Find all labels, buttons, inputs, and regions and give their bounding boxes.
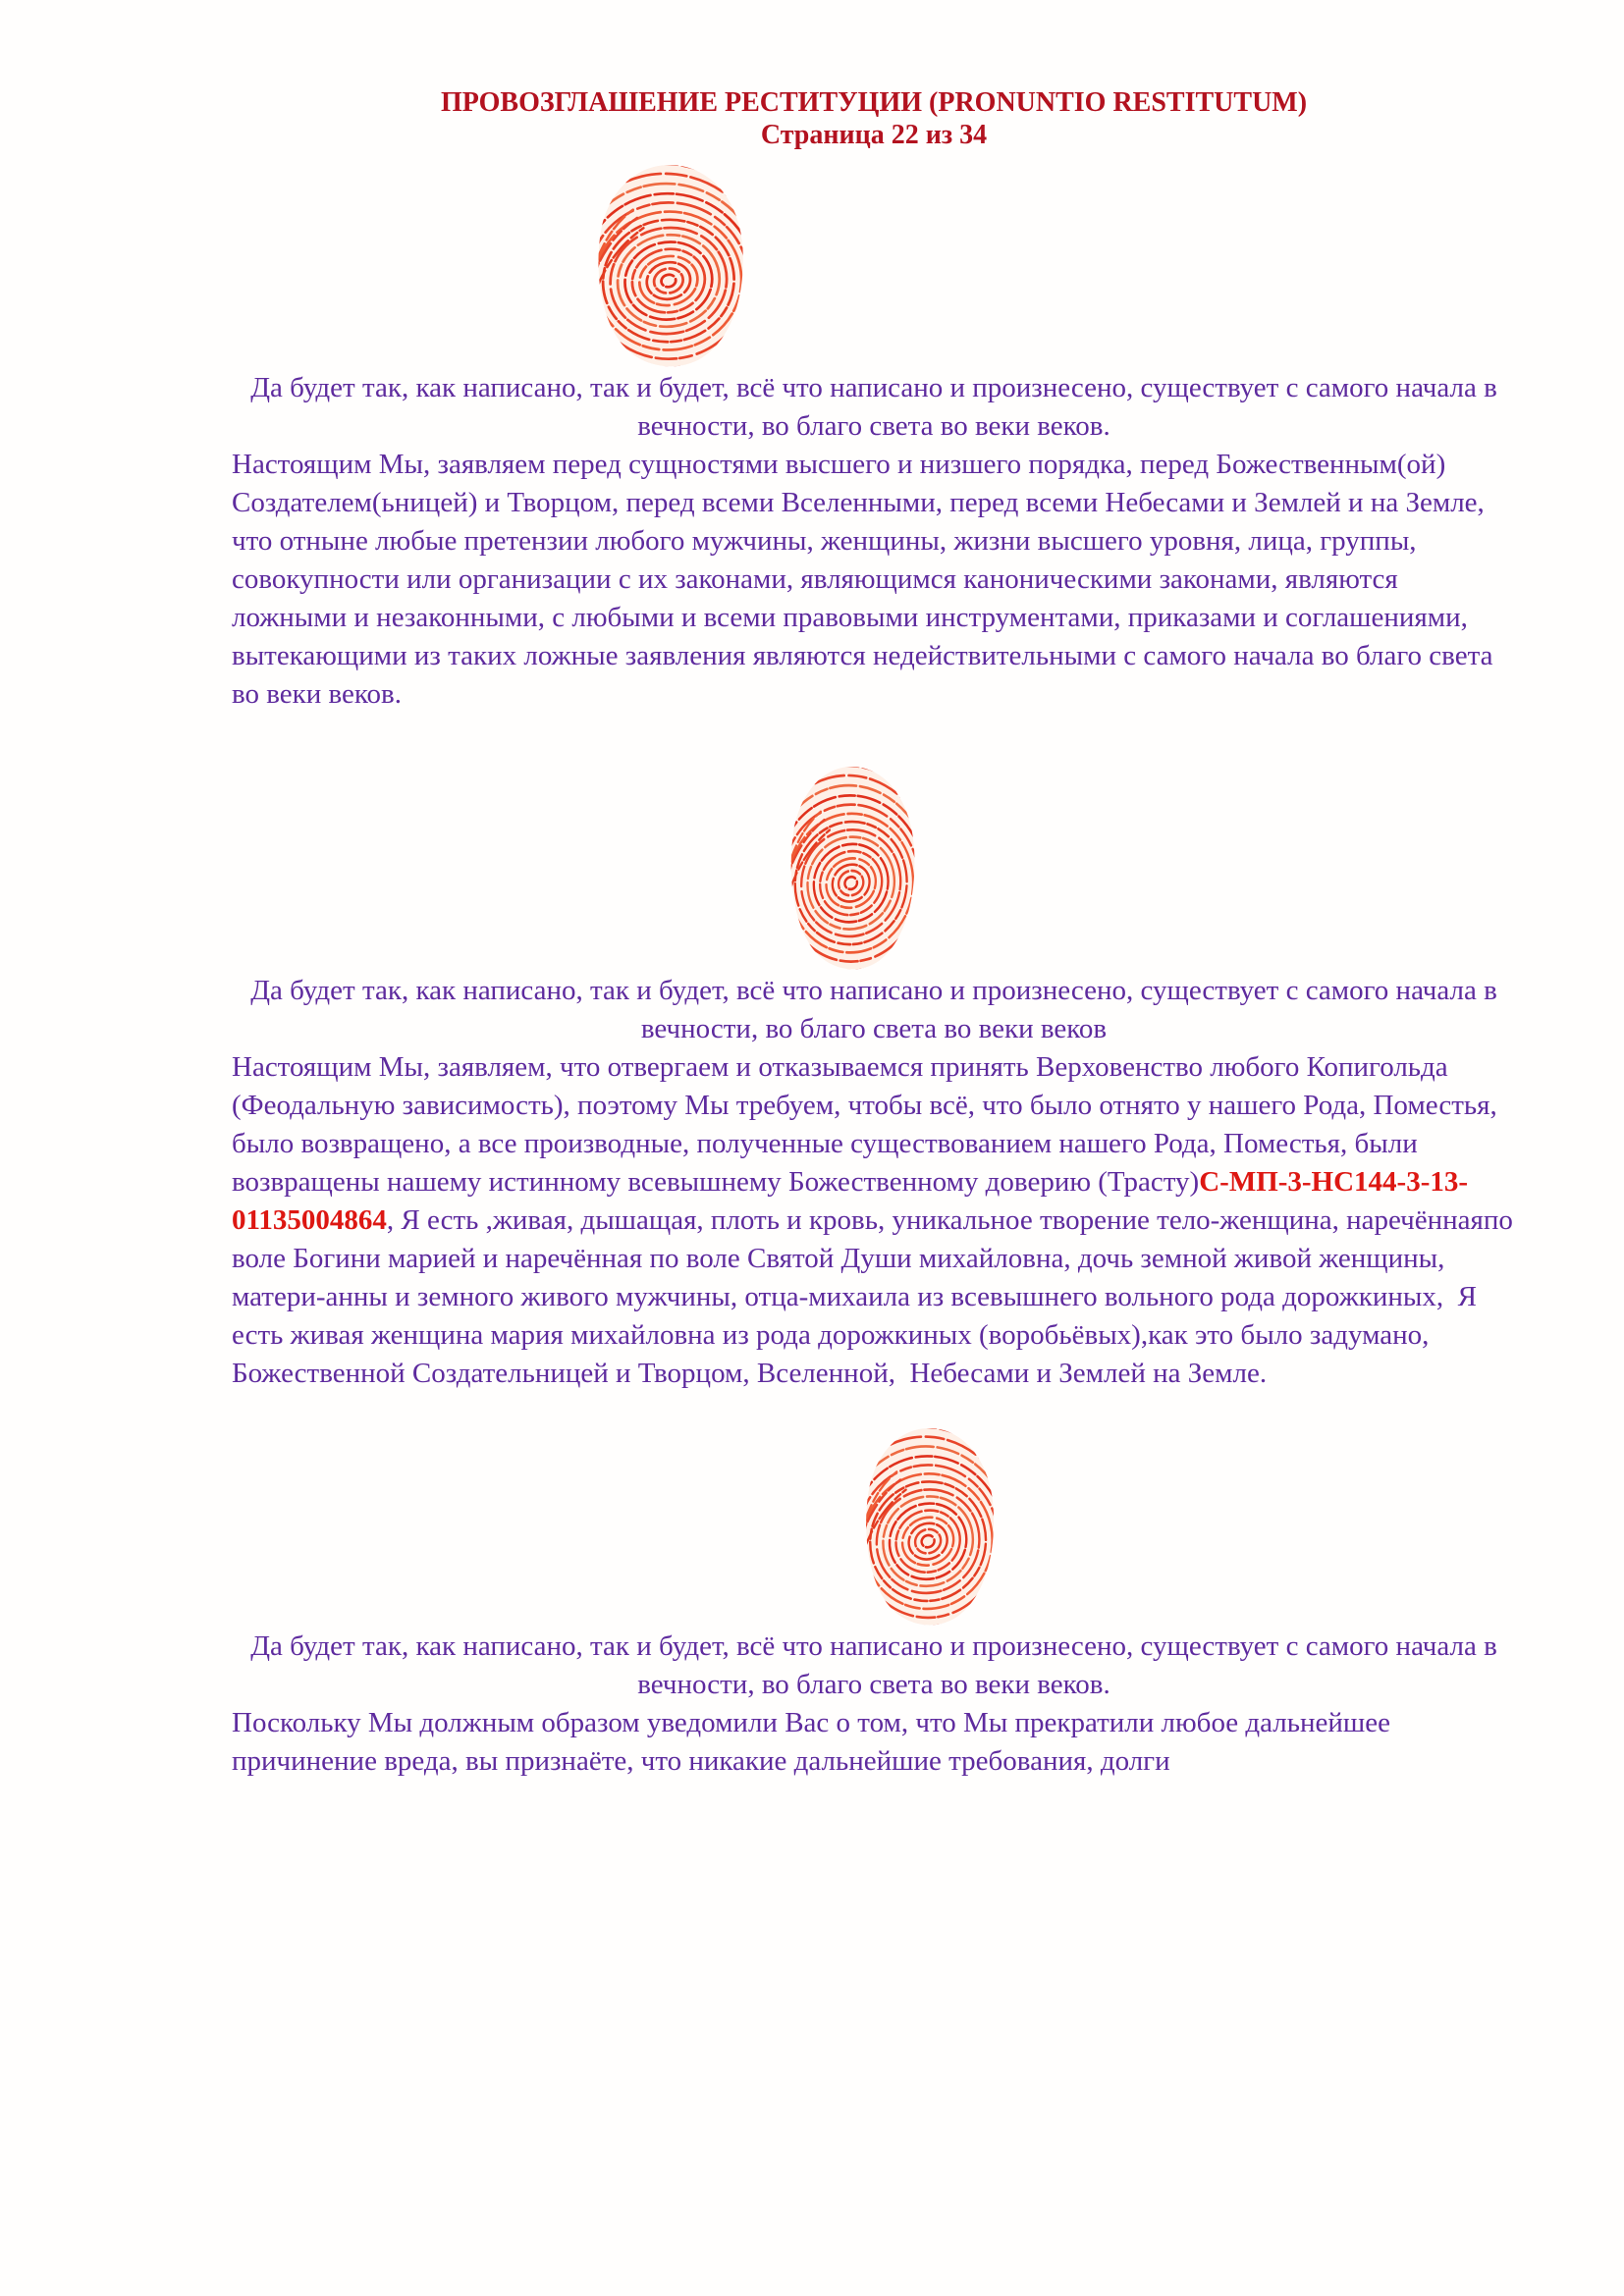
fingerprint-image (782, 763, 1516, 972)
trust-number: С-МП-3-НС144-3-13-01135004864 (232, 1166, 1469, 1236)
declaration-claims-paragraph: Настоящим Мы, заявляем перед сущностями высшего и низшего порядка, перед Божественным(ой) Создателем(ьницей) и Творцом, перед всеми Вселенными, перед всеми Небесами и Землей и на Земле, что отныне любые претензии любого мужчины, женщины, жизни высшего уровня, лица, группы, совокупности или организации с их законами, являющимся каноническими законами, являются ложными и незаконными, с любыми и всеми правовыми инструментами, приказами и соглашениями, вытекающими из таких ложные заявления являются недействительными с самого начала во благо света во веки веков. (232, 449, 1500, 710)
affirmation-paragraph-3: Да будет так, как написано, так и будет, всё что написано и произнесено, существует с самого начала в вечности, во благо света во веки веков. (250, 1630, 1505, 1700)
fingerprint-icon (587, 161, 754, 369)
fingerprint-icon (856, 1424, 1003, 1628)
page-number-indicator: Страница 22 из 34 (760, 120, 988, 150)
copyhold-text-before: Настоящим Мы, заявляем, что отвергаем и отказываемся принять Верховенство любого Копигольда (Феодальную зависимость), поэтому Мы требуем, чтобы всё, что было отнято у нашего Рода, Поместья, было возвращено, а все производные, полученные существованием нашего Рода, Поместья, были возвращены нашему истинному всевышнему Божественному доверию (Трасту) (232, 1051, 1504, 1198)
copyhold-text-after: , Я есть ,живая, дышащая, плоть и кровь, уникальное творение тело-женщина, наречённаяпо воле Богини марией и наречённая по воле Святой Души михайловна, дочь земной живой женщины, матери-анны и земного живого мужчины, отца-михаила из всевышнего вольного рода дорожкиных, Я есть живая женщина мария михайловна из рода дорожкиных (воробьёвых),как это было задумано, Божественной Создательницей и Творцом, Вселенной, Небесами и Землей на Земле. (232, 1204, 1521, 1389)
fingerprint-image (587, 161, 1516, 369)
fingerprint-icon (782, 763, 924, 972)
copyhold-rejection-paragraph (232, 1048, 1521, 1393)
document-content (232, 0, 1521, 1781)
affirmation-paragraph-2: Да будет так, как написано, так и будет, всё что написано и произнесено, существует с самого начала в вечности, во благо света во веки веков (250, 975, 1505, 1044)
affirmation-paragraph-1: Да будет так, как написано, так и будет, всё что написано и произнесено, существует с самого начала в вечности, во благо света во веки веков. (250, 372, 1505, 442)
document-header (232, 86, 1516, 151)
document-title: ПРОВОЗГЛАШЕНИЕ РЕСТИТУЦИИ (PRONUNTIO RESTITUTUM) (440, 87, 1308, 118)
notice-paragraph: Поскольку Мы должным образом уведомили Вас о том, что Мы прекратили любое дальнейшее причинение вреда, вы признаёте, что никакие дальнейшие требования, долги (232, 1707, 1398, 1777)
fingerprint-image (856, 1424, 1516, 1628)
